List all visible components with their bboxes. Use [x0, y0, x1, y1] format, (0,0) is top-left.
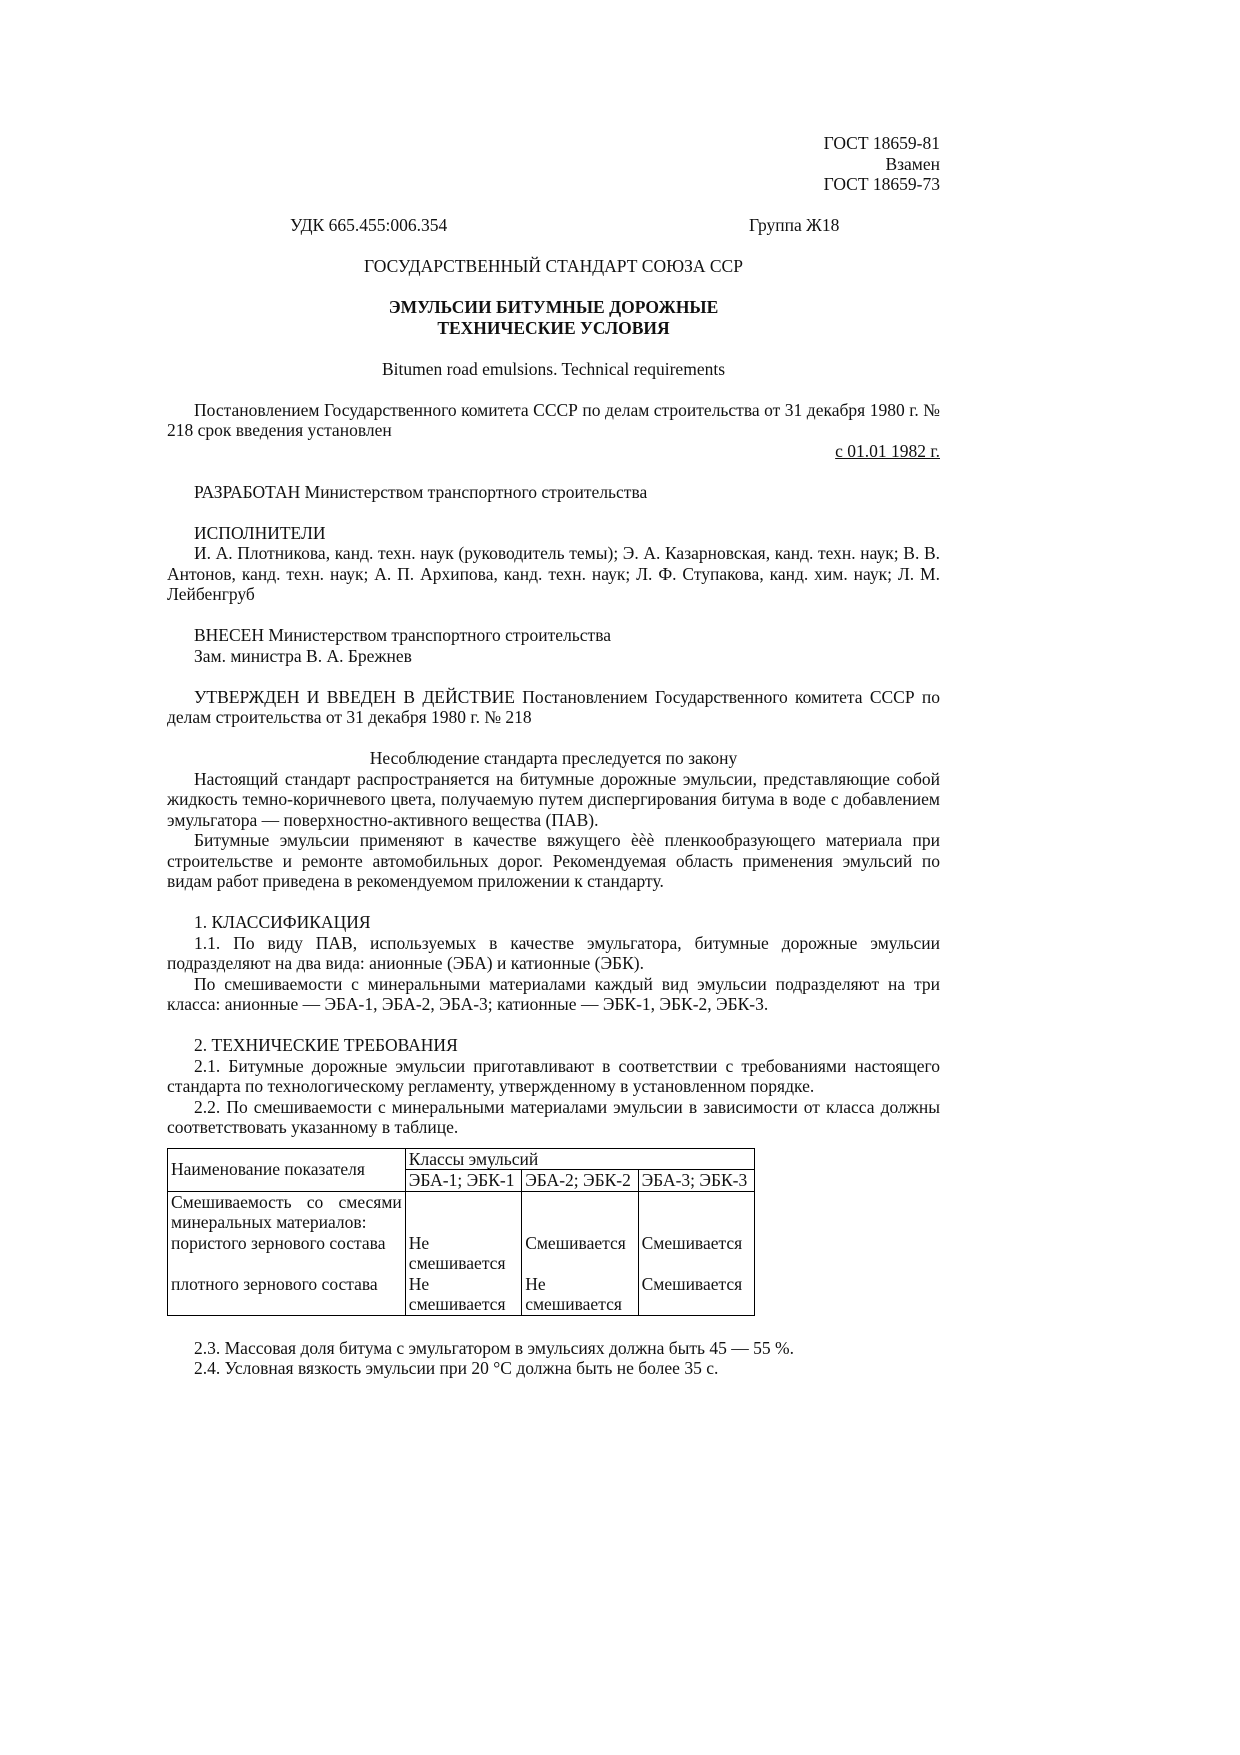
udk-code: УДК 665.455:006.354	[290, 215, 448, 235]
executors-label: ИСПОЛНИТЕЛИ	[194, 522, 326, 543]
group-code: Группа Ж18	[749, 215, 840, 235]
replaces-label: Взамен	[885, 153, 940, 174]
section-2-paragraph-4: 2.4. Условная вязкость эмульсии при 20 °С должна быть не более 35 с.	[194, 1358, 719, 1378]
cell-value: Смешивается	[638, 1233, 754, 1274]
cell-value: Не смешивается	[405, 1274, 521, 1316]
gost-number: ГОСТ 18659-81	[823, 133, 940, 153]
decree-paragraph: Постановлением Государственного комитета СССР по делам строительства от 31 декабря 1980 г. № 218 срок введения установлен	[167, 399, 940, 440]
section-1-title: 1. КЛАССИФИКАЦИЯ	[194, 912, 371, 932]
section-2-paragraph-1: 2.1. Битумные дорожные эмульсии приготавливают в соответствии с требованиями настоящего стандарта по технологическому регламенту, утвержденному в установленном порядке.	[167, 1055, 940, 1096]
section-2-title: 2. ТЕХНИЧЕСКИЕ ТРЕБОВАНИЯ	[194, 1035, 458, 1055]
class-header: ЭБА-2; ЭБК-2	[522, 1170, 638, 1192]
class-header: ЭБА-3; ЭБК-3	[638, 1170, 754, 1192]
title-line-2: ТЕХНИЧЕСКИЕ УСЛОВИЯ	[437, 317, 670, 338]
cell-value: Не смешивается	[405, 1233, 521, 1274]
introduced-by: ВНЕСЕН Министерством транспортного строительства	[194, 625, 612, 645]
group-label: Смешиваемость со смесями минеральных материалов:	[168, 1191, 406, 1233]
intro-paragraph-1: Настоящий стандарт распространяется на битумные дорожные эмульсии, представляющие собой жидкость темно-коричневого цвета, получаемую путем диспергирования битума в воде с добавлением эмульгатора — поверхностно-активного вещества (ПАВ).	[167, 768, 940, 830]
cell-value: Смешивается	[638, 1274, 754, 1316]
section-1-paragraph-2: По смешиваемости с минеральными материалами каждый вид эмульсии подразделяют на три класса: анионные — ЭБА-1, ЭБА-2, ЭБА-3; катионные — ЭБК-1, ЭБК-2, ЭБК-3.	[167, 973, 940, 1014]
table-row	[168, 1233, 755, 1274]
section-2-paragraph-3: 2.3. Массовая доля битума с эмульгатором в эмульсиях должна быть 45 — 55 %.	[194, 1337, 794, 1358]
column-header-indicator: Наименование показателя	[168, 1148, 406, 1191]
class-header: ЭБА-1; ЭБК-1	[405, 1170, 521, 1192]
effective-date: с 01.01 1982 г.	[835, 440, 940, 461]
row-name: пористого зернового состава	[168, 1233, 406, 1274]
emulsion-miscibility-table	[167, 1148, 755, 1316]
section-2-paragraph-2: 2.2. По смешиваемости с минеральными материалами эмульсии в зависимости от класса должны соответствовать указанному в таблице.	[167, 1096, 940, 1137]
executors-list: И. А. Плотникова, канд. техн. наук (руководитель темы); Э. А. Казарновская, канд. техн. наук; В. В. Антонов, канд. техн. наук; А. П. Архипова, канд. техн. наук; Л. Ф. Ступакова, канд. хим. наук; Л. М. Лейбенгруб	[167, 543, 940, 604]
cell-value: Смешивается	[522, 1233, 638, 1274]
english-title: Bitumen road emulsions. Technical requirements	[381, 358, 726, 379]
approved-paragraph: УТВЕРЖДЕН И ВВЕДЕН В ДЕЙСТВИЕ Постановлением Государственного комитета СССР по делам строительства от 31 декабря 1980 г. № 218	[167, 686, 940, 727]
section-1-paragraph-1: 1.1. По виду ПАВ, используемых в качестве эмульгатора, битумные дорожные эмульсии подразделяют на два вида: анионные (ЭБА) и катионные (ЭБК).	[167, 932, 940, 973]
title-line-1: ЭМУЛЬСИИ БИТУМНЫЕ ДОРОЖНЫЕ	[388, 297, 719, 317]
deputy-minister: Зам. министра В. А. Брежнев	[194, 645, 412, 666]
state-standard-heading: ГОСУДАРСТВЕННЫЙ СТАНДАРТ СОЮЗА ССР	[364, 256, 743, 276]
row-name: плотного зернового состава	[168, 1274, 406, 1316]
document-page	[167, 133, 940, 1379]
law-notice: Несоблюдение стандарта преследуется по закону	[369, 748, 738, 768]
table-row	[168, 1274, 755, 1316]
developed-by: РАЗРАБОТАН Министерством транспортного строительства	[194, 481, 648, 502]
column-header-classes: Классы эмульсий	[405, 1148, 754, 1170]
cell-value: Не смешивается	[522, 1274, 638, 1316]
replaced-gost: ГОСТ 18659-73	[823, 174, 940, 194]
intro-paragraph-2: Битумные эмульсии применяют в качестве вяжущего ѐѐѐ пленкообразующего материала при строительстве и ремонте автомобильных дорог. Рекомендуемая область применения эмульсий по видам работ приведена в рекомендуемом приложении к стандарту.	[167, 830, 940, 891]
